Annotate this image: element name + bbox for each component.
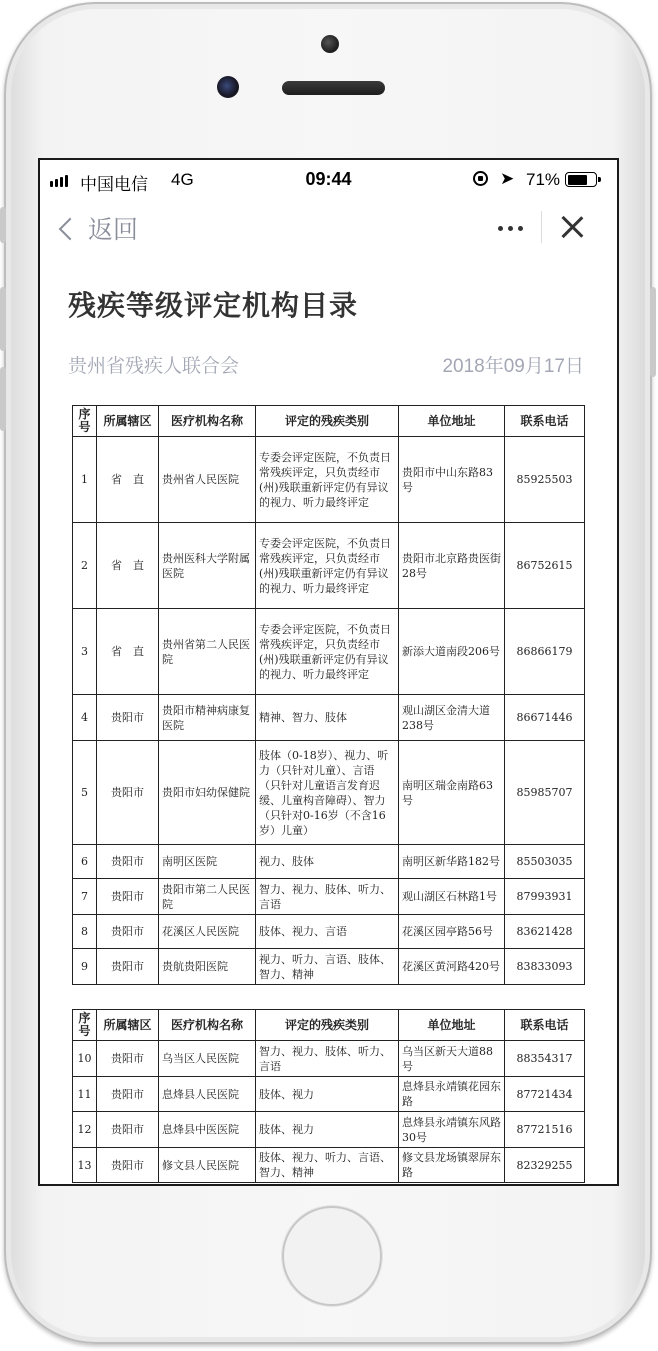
table-cell-no: 11 [73,1077,97,1112]
table-row [73,1112,585,1148]
article-source[interactable]: 贵州省残疾人联合会 [68,355,240,377]
table-cell-name: 贵航贵阳医院 [159,949,256,985]
table-cell-category: 专委会评定医院，不负责日常残疾评定，只负责经市(州)残联重新评定仍有异议的视力、听力最终评定 [256,437,399,523]
table-cell-name: 贵州省人民医院 [159,437,256,523]
table-cell-category: 精神、智力、肢体 [256,695,399,741]
column-header: 所属辖区 [97,406,159,437]
table-cell-category: 肢体（0-18岁）、视力、听力（只针对儿童）、言语（只针对儿童语言发育迟缓、儿童构音障碍）、智力（只针对0-16岁（不含16岁）儿童） [256,741,399,845]
table-row [73,949,585,985]
table-cell-phone: 88354317 [505,1041,585,1077]
table-cell-district: 省 直 [97,437,159,523]
table-cell-district: 省 直 [97,523,159,609]
article-title: 残疾等级评定机构目录 [68,289,359,322]
table-cell-phone: 85985707 [505,741,585,845]
table-cell-category: 专委会评定医院，不负责日常残疾评定，只负责经市(州)残联重新评定仍有异议的视力、听力最终评定 [256,609,399,695]
column-header: 序号 [73,1010,97,1041]
table-cell-district: 贵阳市 [97,1148,159,1183]
table-cell-name: 乌当区人民医院 [159,1041,256,1077]
table-cell-address: 息烽县永靖镇花园东路 [399,1077,505,1112]
table-row [73,915,585,949]
table-cell-category: 肢体、视力 [256,1112,399,1148]
table-cell-no: 9 [73,949,97,985]
status-bar [40,160,617,198]
table-cell-address: 新添大道南段206号 [399,609,505,695]
table-cell-no: 5 [73,741,97,845]
chevron-left-icon [59,218,82,241]
column-header: 评定的残疾类别 [256,406,399,437]
table-cell-address: 乌当区新天大道88号 [399,1041,505,1077]
column-header: 医疗机构名称 [159,1010,256,1041]
front-camera [217,76,239,98]
table-cell-no: 12 [73,1112,97,1148]
dot-icon [518,226,523,231]
table-cell-address: 贵阳市中山东路83号 [399,437,505,523]
column-header: 医疗机构名称 [159,406,256,437]
table-cell-address: 观山湖区石林路1号 [399,879,505,915]
table-cell-district: 贵阳市 [97,1112,159,1148]
table-row [73,1041,585,1077]
battery-icon [565,172,597,187]
table-cell-no: 13 [73,1148,97,1183]
table-cell-name: 贵阳市第二人民医院 [159,879,256,915]
table-cell-name: 花溪区人民医院 [159,915,256,949]
table-cell-address: 修文县龙场镇翠屏东路 [399,1148,505,1183]
column-header: 联系电话 [505,1010,585,1041]
table-cell-address: 花溪区黄河路420号 [399,949,505,985]
column-header: 单位地址 [399,1010,505,1041]
volume-down-button [0,367,6,431]
institution-table [72,405,585,985]
table-row [73,1148,585,1183]
earpiece-speaker [282,81,385,95]
carrier-name: 中国电信 [80,175,148,194]
institution-table-continued [72,1009,585,1183]
table-cell-district: 贵阳市 [97,845,159,879]
table-cell-phone: 83621428 [505,915,585,949]
back-label: 返回 [88,215,139,244]
close-icon[interactable] [560,215,584,239]
table-cell-phone: 83833093 [505,949,585,985]
table-cell-category: 专委会评定医院，不负责日常残疾评定，只负责经市(州)残联重新评定仍有异议的视力、听力最终评定 [256,523,399,609]
table-row [73,609,585,695]
table-cell-no: 3 [73,609,97,695]
table-cell-address: 观山湖区金清大道238号 [399,695,505,741]
table-cell-district: 贵阳市 [97,915,159,949]
status-time: 09:44 [305,169,352,189]
table-cell-no: 7 [73,879,97,915]
mute-switch [0,207,6,243]
column-header: 所属辖区 [97,1010,159,1041]
table-cell-phone: 86752615 [505,523,585,609]
table-cell-address: 贵阳市北京路贵医街28号 [399,523,505,609]
table-cell-phone: 86671446 [505,695,585,741]
table-cell-no: 6 [73,845,97,879]
table-header-row [73,1010,585,1041]
table-cell-name: 息烽县中医医院 [159,1112,256,1148]
location-arrow-icon: ➤ [500,169,515,188]
table-row [73,1077,585,1112]
article-date: 2018年09月17日 [442,356,584,377]
table-cell-district: 贵阳市 [97,1041,159,1077]
network-type: 4G [171,170,194,189]
table-row [73,437,585,523]
table-row [73,695,585,741]
home-button[interactable] [282,1206,382,1306]
table-row [73,741,585,845]
table-cell-district: 贵阳市 [97,949,159,985]
dot-icon [498,226,503,231]
table-cell-address: 南明区瑞金南路63号 [399,741,505,845]
table-cell-category: 肢体、视力、言语 [256,915,399,949]
power-button [650,287,656,377]
table-cell-name: 贵阳市妇幼保健院 [159,741,256,845]
table-cell-category: 视力、听力、言语、肢体、智力、精神 [256,949,399,985]
table-cell-phone: 87993931 [505,879,585,915]
table-cell-category: 智力、视力、肢体、听力、言语 [256,1041,399,1077]
table-cell-name: 贵州医科大学附属医院 [159,523,256,609]
table-cell-no: 10 [73,1041,97,1077]
table-cell-district: 省 直 [97,609,159,695]
table-cell-no: 8 [73,915,97,949]
nav-bar [40,198,617,258]
table-cell-name: 修文县人民医院 [159,1148,256,1183]
back-button[interactable] [62,210,138,246]
table-cell-phone: 85925503 [505,437,585,523]
rotation-lock-icon [473,171,488,186]
column-header: 单位地址 [399,406,505,437]
screen [40,160,617,1184]
table-row [73,879,585,915]
table-cell-category: 智力、视力、肢体、听力、言语 [256,879,399,915]
table-cell-address: 花溪区园亭路56号 [399,915,505,949]
table-cell-no: 4 [73,695,97,741]
table-cell-no: 1 [73,437,97,523]
table-cell-phone: 86866179 [505,609,585,695]
nav-divider [541,211,542,243]
table-cell-address: 息烽县永靖镇东风路30号 [399,1112,505,1148]
table-cell-category: 视力、肢体 [256,845,399,879]
table-cell-name: 贵阳市精神病康复医院 [159,695,256,741]
table-row [73,523,585,609]
proximity-sensor [321,35,339,53]
column-header: 评定的残疾类别 [256,1010,399,1041]
dot-icon [508,226,513,231]
table-cell-category: 肢体、视力、听力、言语、智力、精神 [256,1148,399,1183]
table-cell-no: 2 [73,523,97,609]
table-cell-phone: 87721516 [505,1112,585,1148]
table-cell-district: 贵阳市 [97,695,159,741]
table-cell-category: 肢体、视力 [256,1077,399,1112]
table-cell-district: 贵阳市 [97,741,159,845]
more-menu-button[interactable] [498,226,523,231]
column-header: 序号 [73,406,97,437]
table-header-row [73,406,585,437]
battery-percent: 71% [526,170,561,189]
table-cell-name: 贵州省第二人民医院 [159,609,256,695]
table-cell-district: 贵阳市 [97,1077,159,1112]
table-cell-name: 息烽县人民医院 [159,1077,256,1112]
table-cell-address: 南明区新华路182号 [399,845,505,879]
column-header: 联系电话 [505,406,585,437]
table-cell-phone: 85503035 [505,845,585,879]
table-cell-phone: 87721434 [505,1077,585,1112]
table-row [73,845,585,879]
table-cell-phone: 82329255 [505,1148,585,1183]
table-cell-name: 南明区医院 [159,845,256,879]
table-cell-district: 贵阳市 [97,879,159,915]
volume-up-button [0,287,6,351]
